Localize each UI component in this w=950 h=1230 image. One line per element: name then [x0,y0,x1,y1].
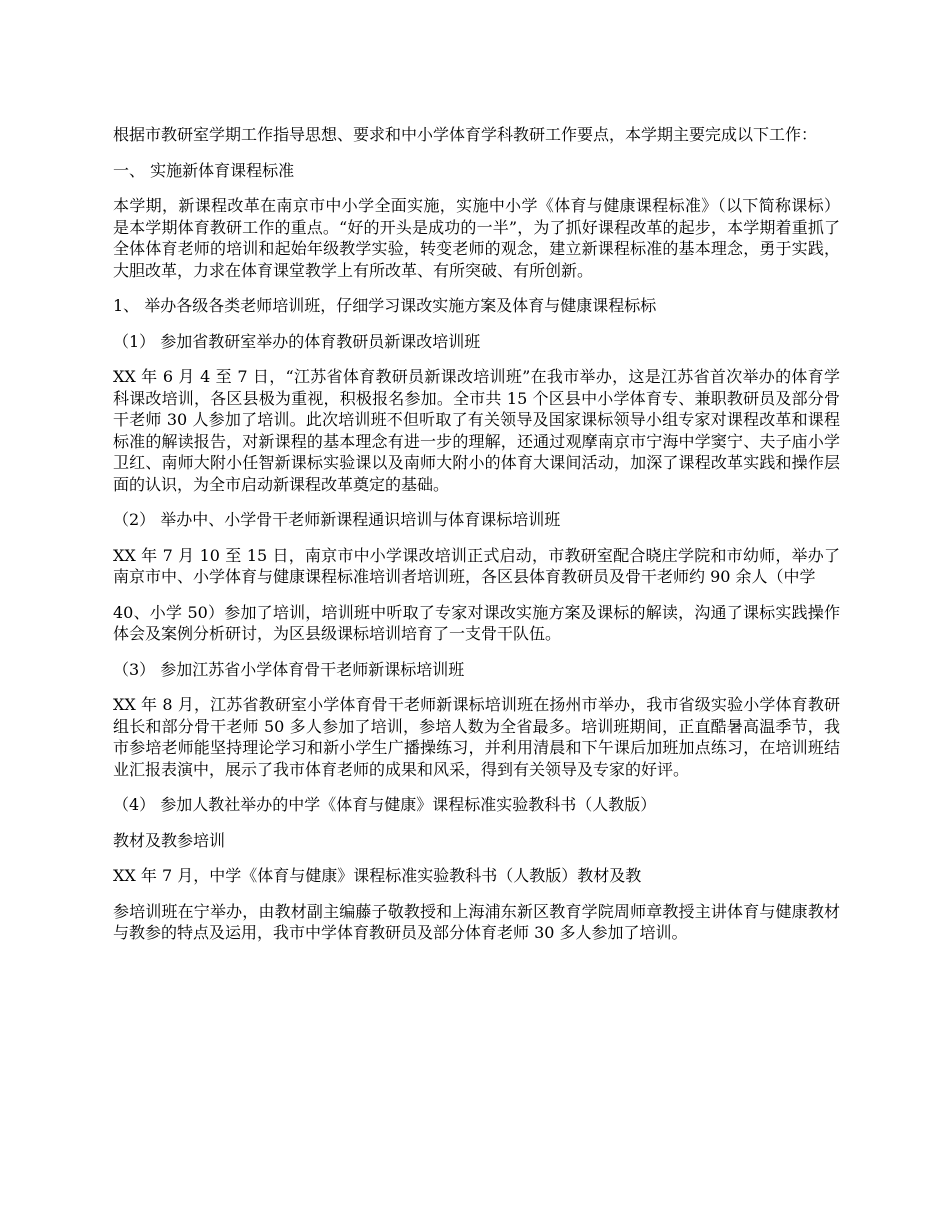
section-1-paragraph: 本学期，新课程改革在南京市中小学全面实施，实施中小学《体育与健康课程标准》（以下简称课标）是本学期体育教研工作的重点。“好的开头是成功的一半”，为了抓好课程改革的起步，本学期着重抓了全体体育老师的培训和起始年级教学实验，转变老师的观念，建立新课程标准的基本理念，勇于实践，大胆改革，力求在体育课堂教学上有所改革、有所突破、有所创新。 [113,196,840,280]
section-heading-1: 一、 实施新体育课程标准 [113,160,295,180]
item-4-paragraph-a: XX 年 7 月，中学《体育与健康》课程标准实验教科书（人教版）教材及教 [113,866,642,885]
item-heading-4: （4） 参加人教社举办的中学《体育与健康》课程标准实验教科书（人教版） [113,795,657,814]
item-heading-1: （1） 参加省教研室举办的体育教研员新课改培训班 [113,331,481,351]
item-2-paragraph-a: XX 年 7 月 10 至 15 日，南京市中小学课改培训正式启动，市教研室配合晓庄学院和市幼师，举办了南京市中、小学体育与健康课程标准培训者培训班，各区县体育教研员及骨干老师约 90 余人（中学 [113,545,840,586]
document-body [113,124,840,958]
item-2-paragraph-b: 40、小学 50）参加了培训，培训班中听取了专家对课改实施方案及课标的解读，沟通了课标实践操作体会及案例分析研讨，为区县级课标培训培育了一支骨干队伍。 [113,602,840,643]
item-heading-2: （2） 举办中、小学骨干老师新课程通识培训与体育课标培训班 [113,510,561,529]
item-3-paragraph: XX 年 8 月，江苏省教研室小学体育骨干老师新课标培训班在扬州市举办，我市省级实验小学体育教研组长和部分骨干老师 50 多人参加了培训，参培人数为全省最多。培训班期间，正直酷暑高温季节，我市参培老师能坚持理论学习和新小学生广播操练习，并利用清晨和下午课后加班加点练习，在培训班结业汇报表演中，展示了我市体育老师的成果和风采，得到有关领导及专家的好评。 [113,695,840,779]
item-heading-3: （3） 参加江苏省小学体育骨干老师新课标培训班 [113,659,465,679]
subsection-heading-1: 1、 举办各级各类老师培训班，仔细学习课改实施方案及体育与健康课程标标 [113,296,657,315]
intro-paragraph: 根据市教研室学期工作指导思想、要求和中小学体育学科教研工作要点，本学期主要完成以下工作： [113,125,818,144]
item-4-paragraph-b: 参培训班在宁举办，由教材副主编藤子敬教授和上海浦东新区教育学院周师章教授主讲体育与健康教材与教参的特点及运用，我市中学体育教研员及部分体育老师 30 多人参加了培训。 [113,901,840,942]
item-1-paragraph: XX 年 6 月 4 至 7 日，“江苏省体育教研员新课改培训班”在我市举办，这是江苏省首次举办的体育学科课改培训，各区县极为重视，积极报名参加。全市共 15 个区县中小学体育专、兼职教研员及部分骨干老师 30 人参加了培训。此次培训班不但听取了有关领导及国家课标领导小组专家对课程改革和课程标准的解读报告，对新课程的基本理念有进一步的理解，还通过观摩南京市宁海中学窦宁、夫子庙小学卫红、南师大附小任智新课标实验课以及南师大附小的体育大课间活动，加深了课程改革实践和操作层面的认识，为全市启动新课程改革奠定的基础。 [113,367,840,494]
item-heading-4-continued: 教材及教参培训 [113,830,226,850]
